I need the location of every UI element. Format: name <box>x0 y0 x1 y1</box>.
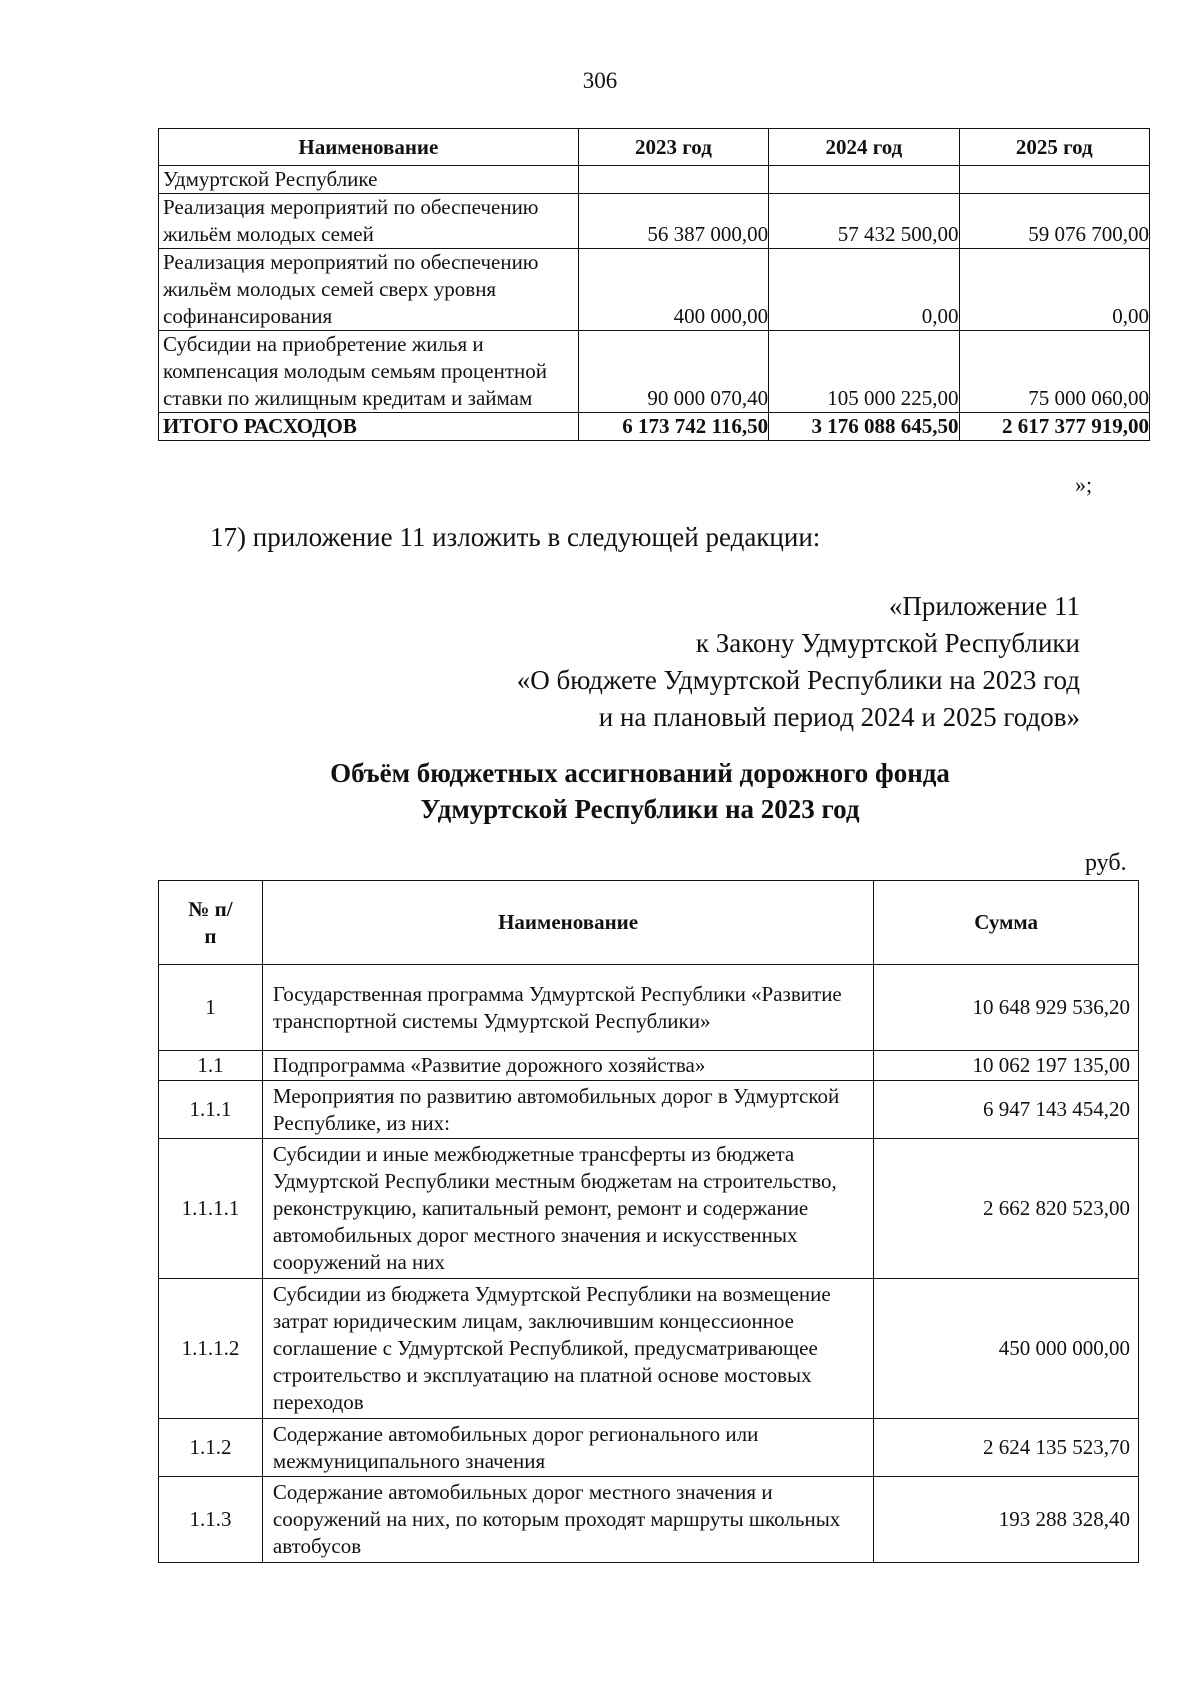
page-number: 306 <box>582 68 618 93</box>
row-2023 <box>578 166 768 194</box>
row-number: 1 <box>159 965 263 1051</box>
row-number: 1.1.3 <box>159 1477 263 1563</box>
row-2025: 59 076 700,00 <box>959 194 1149 249</box>
row-number: 1.1.2 <box>159 1419 263 1477</box>
appendix-line: «Приложение 11 <box>888 591 1080 621</box>
expenses-table <box>158 128 1150 441</box>
intro-text: 17) приложение 11 изложить в следующей редакции: <box>210 522 821 552</box>
row-2023: 400 000,00 <box>578 249 768 331</box>
row-2025: 0,00 <box>959 249 1149 331</box>
row-2025 <box>959 166 1149 194</box>
closing-quote: »; <box>1075 472 1093 497</box>
appendix-line: и на плановый период 2024 и 2025 годов» <box>598 702 1080 732</box>
total-row <box>159 413 1150 441</box>
header-name: Наименование <box>159 129 579 166</box>
table-row <box>159 166 1150 194</box>
appendix-heading <box>517 588 1080 736</box>
header-number-text: № п/п <box>188 896 233 948</box>
table-row <box>159 1139 1139 1279</box>
row-sum: 193 288 328,40 <box>874 1477 1139 1563</box>
row-name: Реализация мероприятий по обеспечению жильём молодых семей сверх уровня софинансирования <box>159 249 579 331</box>
row-number: 1.1.1.2 <box>159 1279 263 1419</box>
table-header-row <box>159 129 1150 166</box>
table-row <box>159 331 1150 413</box>
table-row <box>159 1419 1139 1477</box>
total-2024: 3 176 088 645,50 <box>769 413 959 441</box>
header-2023: 2023 год <box>578 129 768 166</box>
row-name: Содержание автомобильных дорог местного значения и сооружений на них, по которым проходят маршруты школьных автобусов <box>262 1477 873 1563</box>
row-number: 1.1.1 <box>159 1081 263 1139</box>
table-header-row <box>159 881 1139 965</box>
appendix-line: к Закону Удмуртской Республики <box>695 628 1080 658</box>
title-line: Удмуртской Республики на 2023 год <box>420 794 860 824</box>
row-number: 1.1 <box>159 1051 263 1081</box>
row-name: Государственная программа Удмуртской Республики «Развитие транспортной системы Удмуртской Республики» <box>262 965 873 1051</box>
appendix-line: «О бюджете Удмуртской Республики на 2023 год <box>516 665 1080 695</box>
header-number <box>159 881 263 965</box>
row-sum: 6 947 143 454,20 <box>874 1081 1139 1139</box>
header-sum: Сумма <box>874 881 1139 965</box>
table-row <box>159 1279 1139 1419</box>
row-2024: 105 000 225,00 <box>769 331 959 413</box>
row-name: Удмуртской Республике <box>159 166 579 194</box>
row-sum: 2 624 135 523,70 <box>874 1419 1139 1477</box>
row-sum: 10 062 197 135,00 <box>874 1051 1139 1081</box>
row-name: Подпрограмма «Развитие дорожного хозяйства» <box>262 1051 873 1081</box>
title-line: Объём бюджетных ассигнований дорожного фонда <box>330 758 950 788</box>
row-2024: 0,00 <box>769 249 959 331</box>
table-row <box>159 965 1139 1051</box>
row-2024 <box>769 166 959 194</box>
total-label: ИТОГО РАСХОДОВ <box>159 413 579 441</box>
row-name: Содержание автомобильных дорог регионального или межмуниципального значения <box>262 1419 873 1477</box>
row-sum: 2 662 820 523,00 <box>874 1139 1139 1279</box>
row-2023: 90 000 070,40 <box>578 331 768 413</box>
total-2023: 6 173 742 116,50 <box>578 413 768 441</box>
table-row <box>159 249 1150 331</box>
table-row <box>159 1477 1139 1563</box>
row-sum: 10 648 929 536,20 <box>874 965 1139 1051</box>
header-2025: 2025 год <box>959 129 1149 166</box>
row-name: Реализация мероприятий по обеспечению жильём молодых семей <box>159 194 579 249</box>
document-title <box>40 755 1200 827</box>
row-sum: 450 000 000,00 <box>874 1279 1139 1419</box>
header-2024: 2024 год <box>769 129 959 166</box>
currency-unit: руб. <box>1085 850 1127 876</box>
header-name: Наименование <box>262 881 873 965</box>
total-2025: 2 617 377 919,00 <box>959 413 1149 441</box>
table-row <box>159 1081 1139 1139</box>
table-row <box>159 194 1150 249</box>
row-2023: 56 387 000,00 <box>578 194 768 249</box>
row-name: Субсидии на приобретение жилья и компенсация молодым семьям процентной ставки по жилищным кредитам и займам <box>159 331 579 413</box>
table-row <box>159 1051 1139 1081</box>
row-name: Субсидии и иные межбюджетные трансферты из бюджета Удмуртской Республики местным бюджетам на строительство, реконструкцию, капитальный ремонт, ремонт и содержание автомобильных дорог местного значения и искусственных сооружений на них <box>262 1139 873 1279</box>
row-number: 1.1.1.1 <box>159 1139 263 1279</box>
row-2025: 75 000 060,00 <box>959 331 1149 413</box>
road-fund-table <box>158 880 1139 1563</box>
row-2024: 57 432 500,00 <box>769 194 959 249</box>
row-name: Мероприятия по развитию автомобильных дорог в Удмуртской Республике, из них: <box>262 1081 873 1139</box>
row-name: Субсидии из бюджета Удмуртской Республики на возмещение затрат юридическим лицам, заключившим концессионное соглашение с Удмуртской Республикой, предусматривающее строительство и эксплуатацию на платной основе мостовых переходов <box>262 1279 873 1419</box>
